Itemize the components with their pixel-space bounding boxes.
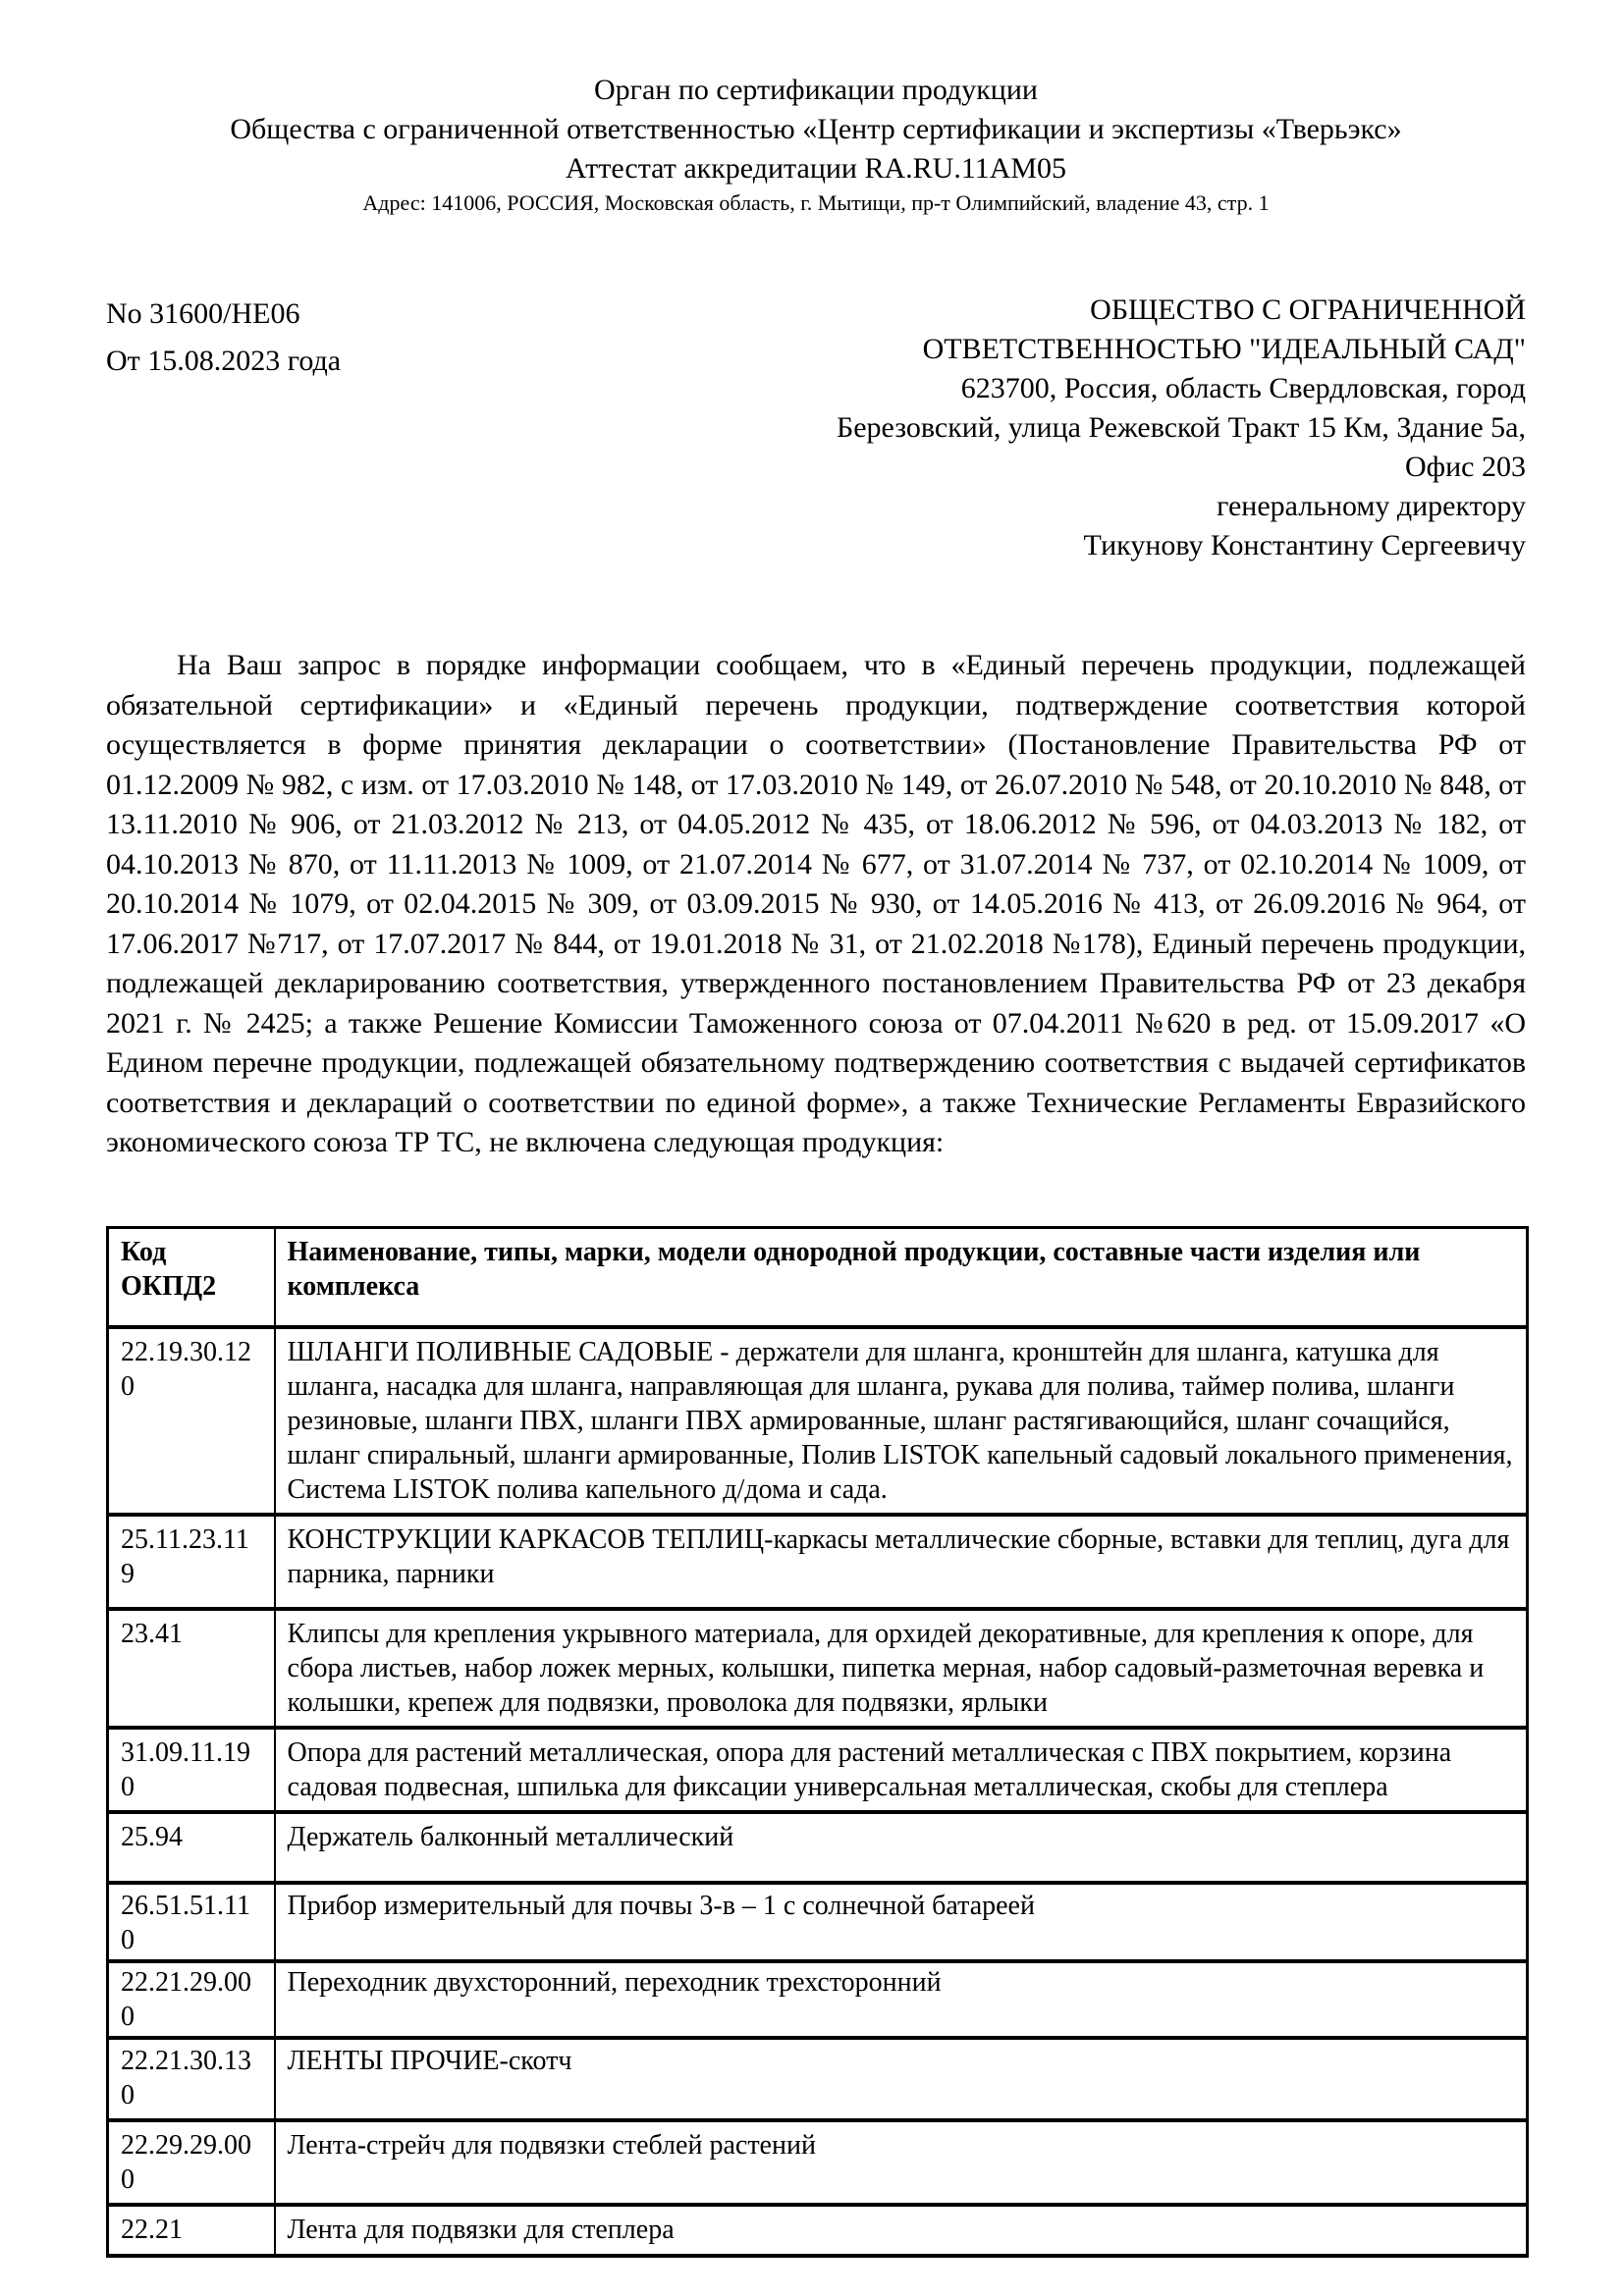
column-header-name: Наименование, типы, марки, модели однородной продукции, составные части изделия или комплекса (275, 1227, 1528, 1327)
okpd-code: 25.11.23.119 (108, 1515, 275, 1609)
letter-date: От 15.08.2023 года (106, 345, 342, 377)
org-header (106, 71, 1526, 218)
product-description: Переходник двухсторонний, переходник трехсторонний (275, 1961, 1528, 2038)
table-row (108, 1728, 1528, 1812)
letter-number: No 31600/НЕ06 (106, 297, 300, 330)
product-description: Клипсы для крепления укрывного материала, для орхидей декоративные, для крепления к опоре, для сбора листьев, набор ложек мерных, колышки, пипетка мерная, набор садовый-разметочная веревка и колышки, крепеж для подвязки, проволока для подвязки, ярлыки (275, 1609, 1528, 1728)
org-header-line1: Орган по сертификации продукции (594, 74, 1038, 106)
addressee-block (837, 291, 1526, 565)
products-table (106, 1226, 1529, 2258)
product-description: ЛЕНТЫ ПРОЧИЕ-скотч (275, 2038, 1528, 2120)
table-row (108, 1812, 1528, 1883)
product-description: Лента-стрейч для подвязки стеблей растений (275, 2120, 1528, 2205)
addressee-line: Офис 203 (1405, 451, 1526, 483)
product-description: Лента для подвязки для степлера (275, 2205, 1528, 2256)
table-header-row (108, 1227, 1528, 1327)
okpd-code: 22.21.29.000 (108, 1961, 275, 2038)
table-row (108, 2205, 1528, 2256)
okpd-code: 25.94 (108, 1812, 275, 1883)
column-header-code: Код ОКПД2 (108, 1227, 275, 1327)
okpd-code: 31.09.11.190 (108, 1728, 275, 1812)
org-header-address: Адрес: 141006, РОССИЯ, Московская область, г. Мытищи, пр-т Олимпийский, владение 43, стр. 1 (362, 190, 1270, 215)
table-row (108, 2120, 1528, 2205)
table-row (108, 1327, 1528, 1515)
addressee-line: Березовский, улица Режевской Тракт 15 Км, Здание 5а, (836, 411, 1526, 444)
product-description: КОНСТРУКЦИИ КАРКАСОВ ТЕПЛИЦ-каркасы металлические сборные, вставки для теплиц, дуга для парника, парники (275, 1515, 1528, 1609)
table-row (108, 1515, 1528, 1609)
reference-block (106, 291, 341, 385)
org-header-line2: Общества с ограниченной ответственностью «Центр сертификации и экспертизы «Тверьэкс» (230, 113, 1402, 145)
addressee-line: генеральному директору (1217, 490, 1526, 522)
product-description: Держатель балконный металлический (275, 1812, 1528, 1883)
body-paragraph: На Ваш запрос в порядке информации сообщаем, что в «Единый перечень продукции, подлежащей обязательной сертификации» и «Единый перечень продукции, подтверждение соответствия которой осуществляется в форме принятия декларации о соответствии» (Постановление Правительства РФ от 01.12.2009 № 982, с изм. от 17.03.2010 № 148, от 17.03.2010 № 149, от 26.07.2010 № 548, от 20.10.2010 № 848, от 13.11.2010 № 906, от 21.03.2012 № 213, от 04.05.2012 № 435, от 18.06.2012 № 596, от 04.03.2013 № 182, от 04.10.2013 № 870, от 11.11.2013 № 1009, от 21.07.2014 № 677, от 31.07.2014 № 737, от 02.10.2014 № 1009, от 20.10.2014 № 1079, от 02.04.2015 № 309, от 03.09.2015 № 930, от 14.05.2016 № 413, от 26.09.2016 № 964, от 17.06.2017 №717, от 17.07.2017 № 844, от 19.01.2018 № 31, от 21.02.2018 №178), Единый перечень продукции, подлежащей декларированию соответствия, утвержденного постановлением Правительства РФ от 23 декабря 2021 г. № 2425; а также Решение Комиссии Таможенного союза от 07.04.2011 №620 в ред. от 15.09.2017 «О Едином перечне продукции, подлежащей обязательному подтверждению соответствия с выдачей сертификатов соответствия и деклараций о соответствии по единой форме», а также Технические Регламенты Евразийского экономического союза ТР ТС, не включена следующая продукция: (106, 649, 1526, 1158)
okpd-code: 22.21.30.130 (108, 2038, 275, 2120)
product-description: ШЛАНГИ ПОЛИВНЫЕ САДОВЫЕ - держатели для шланга, кронштейн для шланга, катушка для шланга, насадка для шланга, направляющая для шланга, рукава для полива, таймер полива, шланги резиновые, шланги ПВХ, шланги ПВХ армированные, шланг растягивающийся, шланг сочащийся, шланг спиральный, шланги армированные, Полив LISTOK капельный садовый локального применения, Система LISTOK полива капельного д/дома и сада. (275, 1327, 1528, 1515)
table-row (108, 1961, 1528, 2038)
product-description: Прибор измерительный для почвы 3-в – 1 с солнечной батареей (275, 1883, 1528, 1961)
addressee-line: ОТВЕТСТВЕННОСТЬЮ "ИДЕАЛЬНЫЙ САД" (922, 333, 1526, 365)
okpd-code: 22.29.29.000 (108, 2120, 275, 2205)
table-row (108, 2038, 1528, 2120)
table-row (108, 1609, 1528, 1728)
addressee-line: ОБЩЕСТВО С ОГРАНИЧЕННОЙ (1090, 294, 1526, 326)
table-row (108, 1883, 1528, 1961)
reference-and-addressee (106, 291, 1526, 565)
okpd-code: 22.19.30.120 (108, 1327, 275, 1515)
okpd-code: 23.41 (108, 1609, 275, 1728)
addressee-line: Тикунову Константину Сергеевичу (1083, 529, 1526, 561)
product-description: Опора для растений металлическая, опора для растений металлическая с ПВХ покрытием, корзина садовая подвесная, шпилька для фиксации универсальная металлическая, скобы для степлера (275, 1728, 1528, 1812)
okpd-code: 26.51.51.110 (108, 1883, 275, 1961)
okpd-code: 22.21 (108, 2205, 275, 2256)
org-header-line3: Аттестат аккредитации RA.RU.11АМ05 (565, 152, 1067, 185)
addressee-line: 623700, Россия, область Свердловская, город (960, 372, 1526, 404)
